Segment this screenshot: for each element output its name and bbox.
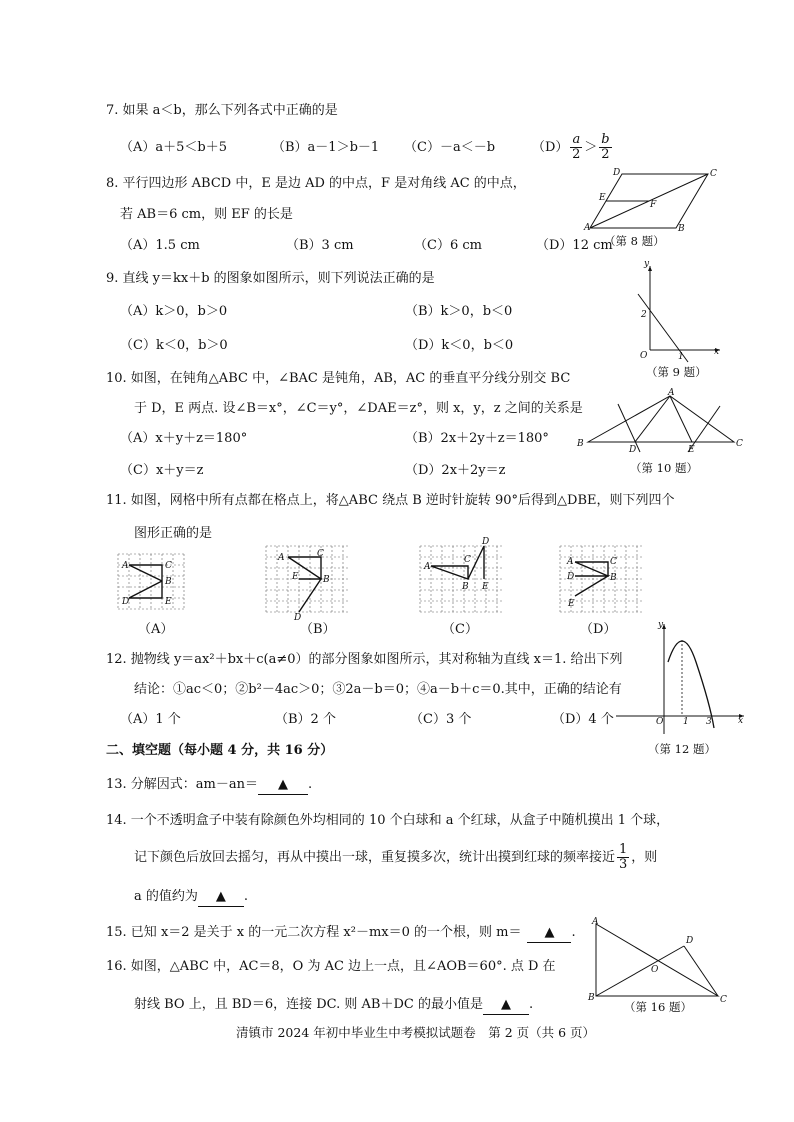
q10-option-c[interactable]: （C）x＋y＝z	[120, 463, 204, 478]
q10-stem-line2: 于 D，E 两点. 设∠B＝x°，∠C＝y°，∠DAE＝z°，则 x，y，z 之间的关系是	[134, 401, 583, 416]
q12-option-d[interactable]: （D）4 个	[552, 712, 614, 727]
q11a-label-e: E	[165, 597, 172, 607]
q11b-label-c: C	[317, 549, 324, 559]
q16-label-a: A	[592, 917, 599, 927]
q11a-label-d: D	[122, 597, 130, 607]
q9-figure-line-graph	[624, 258, 724, 378]
q10-label-d: D	[629, 445, 637, 455]
q7-option-d-label: （D）	[532, 140, 569, 155]
q12-label-y: y	[658, 620, 664, 630]
q9-caption: （第 9 题）	[646, 365, 707, 379]
q15-tail: .	[571, 925, 576, 940]
q16-stem-line2	[134, 996, 533, 1015]
q7-fraction-b-over-2: $\frac{b}{2}$	[601, 132, 610, 162]
q9-label-1: 1	[678, 352, 684, 362]
q12-caption: （第 12 题）	[648, 742, 716, 756]
q11a-label-b: B	[165, 577, 172, 587]
q14-answer-blank[interactable]: ▲	[198, 888, 244, 907]
q10-label-a: A	[668, 388, 675, 398]
q8-option-a[interactable]: （A）1.5 cm	[120, 238, 200, 253]
q11d-label-b: B	[610, 573, 617, 583]
q16-stem-text: 射线 BO 上，且 BD＝6，连接 DC. 则 AB＋DC 的最小值是	[134, 997, 483, 1012]
q11-option-a[interactable]: （A）	[138, 622, 174, 637]
q11d-label-d: D	[567, 572, 575, 582]
q11-option-d[interactable]: （D）	[580, 622, 617, 637]
q11-figure-c	[416, 536, 508, 620]
q9-label-y: y	[644, 259, 650, 269]
q16-label-o: O	[651, 965, 659, 975]
q16-figure-triangle	[584, 914, 734, 1022]
q8-label-b: B	[678, 224, 685, 234]
q16-label-d: D	[686, 936, 694, 946]
q12-figure-parabola	[612, 616, 752, 756]
q13	[106, 776, 312, 795]
q11b-label-b: B	[323, 575, 330, 585]
q11a-label-c: C	[165, 561, 172, 571]
q14-tail: .	[243, 889, 249, 904]
q8-option-c[interactable]: （C）6 cm	[414, 238, 482, 253]
q11-stem-line1: 11. 如图，网格中所有点都在格点上，将△ABC 绕点 B 逆时针旋转 90°后得到△DBE，则下列四个	[106, 493, 675, 508]
q11-figure-d	[556, 542, 648, 620]
q7-option-b[interactable]: （B）a－1＞b－1	[272, 140, 380, 155]
q7-option-d[interactable]	[532, 130, 614, 166]
q9-stem: 9. 直线 y＝kx＋b 的图象如图所示，则下列说法正确的是	[106, 271, 435, 286]
q9-option-b[interactable]: （B）k＞0，b＜0	[405, 304, 513, 319]
q16-answer-blank[interactable]: ▲	[483, 996, 529, 1015]
q8-option-d[interactable]: （D）12 cm	[536, 238, 613, 253]
q14-stem-line2	[134, 840, 657, 876]
q12-option-a[interactable]: （A）1 个	[120, 712, 181, 727]
q13-tail: .	[308, 777, 313, 792]
q8-figure-parallelogram	[580, 164, 720, 254]
q14-stem-line3	[134, 888, 248, 907]
q12-option-b[interactable]: （B）2 个	[275, 712, 336, 727]
q16-stem-line1: 16. 如图，△ABC 中，AC＝8，O 为 AC 边上一点，且∠AOB＝60°. 点 D 在	[106, 959, 556, 974]
q11-option-c[interactable]: （C）	[442, 622, 478, 637]
q13-stem: 13. 分解因式：am－an＝	[106, 777, 259, 792]
q10-option-a[interactable]: （A）x＋y＋z＝180°	[120, 431, 248, 446]
q12-stem-line1: 12. 抛物线 y＝ax²＋bx＋c(a≠0）的部分图象如图所示，其对称轴为直线 x＝1. 给出下列	[106, 652, 623, 667]
q11c-label-c: C	[464, 555, 471, 565]
q12-stem-line2: 结论：①ac＜0；②b²－4ac＞0；③2a－b＝0；④a－b＋c＝0.其中，正确的结论有	[134, 682, 622, 697]
q7-option-a[interactable]: （A）a＋5＜b＋5	[120, 140, 228, 155]
q14-stem-text: 记下颜色后放回去摇匀，再从中摸出一球，重复摸多次，统计出摸到红球的频率接近	[134, 850, 616, 865]
q9-option-d[interactable]: （D）k＜0，b＜0	[405, 338, 514, 353]
q11c-label-a: A	[424, 562, 431, 572]
q12-label-1: 1	[683, 717, 689, 727]
q8-label-c: C	[710, 169, 717, 179]
q9-option-a[interactable]: （A）k＞0，b＞0	[120, 304, 228, 319]
q14-stem-tail: ，则	[631, 850, 658, 865]
q8-label-e: E	[599, 193, 606, 203]
q10-figure-triangle	[576, 386, 748, 478]
q16-label-b: B	[588, 993, 595, 1003]
q13-answer-blank[interactable]: ▲	[258, 776, 308, 795]
q11-stem-line2: 图形正确的是	[134, 526, 213, 541]
q11b-label-d: D	[294, 613, 302, 623]
q15	[106, 924, 576, 943]
q7-gt-sign: ＞	[584, 140, 598, 155]
q8-label-f: F	[650, 200, 657, 210]
q12-label-o: O	[656, 717, 664, 727]
q8-label-d: D	[613, 168, 621, 178]
q9-label-o: O	[640, 351, 648, 361]
q11c-label-d: D	[482, 537, 490, 547]
q14-stem-line1: 14. 一个不透明盒子中装有除颜色外均相同的 10 个白球和 a 个红球，从盒子中随机摸出 1 个球，	[106, 813, 670, 828]
section-fill-in-heading: 二、填空题（每小题 4 分，共 16 分）	[106, 743, 334, 758]
q9-option-c[interactable]: （C）k＜0，b＞0	[120, 338, 228, 353]
q10-label-e: E	[688, 445, 695, 455]
q16-label-c: C	[720, 995, 727, 1005]
q10-stem-line1: 10. 如图，在钝角△ABC 中，∠BAC 是钝角，AB，AC 的垂直平分线分别交 BC	[106, 371, 571, 386]
q16-caption: （第 16 题）	[624, 1000, 692, 1014]
q11-figure-a	[114, 550, 190, 614]
q9-label-2: 2	[641, 310, 647, 320]
q12-option-c[interactable]: （C）3 个	[410, 712, 472, 727]
q10-label-c: C	[736, 439, 743, 449]
q10-caption: （第 10 题）	[630, 461, 698, 475]
page-footer: 清镇市 2024 年初中毕业生中考模拟试题卷 第 2 页（共 6 页）	[236, 1025, 596, 1040]
q11b-label-e: E	[292, 572, 299, 582]
q10-option-b[interactable]: （B）2x＋2y＋z＝180°	[405, 431, 549, 446]
q11d-label-c: C	[610, 557, 617, 567]
q14-stem3-text: a 的值约为	[134, 889, 198, 904]
q12-label-x: x	[738, 716, 744, 726]
q11b-label-a: A	[278, 553, 285, 563]
q11c-label-e: E	[482, 582, 489, 592]
q15-answer-blank[interactable]: ▲	[527, 924, 571, 943]
q11-option-b[interactable]: （B）	[300, 622, 336, 637]
q10-label-b: B	[577, 439, 584, 449]
q11d-label-e: E	[568, 599, 575, 609]
q7-option-c[interactable]: （C）－a＜－b	[404, 140, 496, 155]
q7-fraction-a-over-2: $\frac{a}{2}$	[572, 132, 581, 162]
q7-stem: 7. 如果 a＜b，那么下列各式中正确的是	[106, 103, 338, 118]
q11c-label-b: B	[462, 582, 469, 592]
q8-label-a: A	[584, 223, 591, 233]
q15-stem: 15. 已知 x＝2 是关于 x 的一元二次方程 x²－mx＝0 的一个根，则 m＝	[106, 925, 522, 940]
q8-stem-line2: 若 AB＝6 cm，则 EF 的长是	[120, 207, 293, 222]
q11-figure-b	[262, 542, 354, 623]
q9-label-x: x	[714, 347, 720, 357]
q16-tail: .	[528, 997, 534, 1012]
q10-option-d[interactable]: （D）2x＋2y＝z	[405, 463, 506, 478]
q11d-label-a: A	[567, 557, 574, 567]
q14-fraction-one-third: $\frac{1}{3}$	[619, 842, 628, 872]
q11a-label-a: A	[122, 561, 129, 571]
q8-stem-line1: 8. 平行四边形 ABCD 中，E 是边 AD 的中点，F 是对角线 AC 的中点，	[106, 176, 526, 191]
q8-option-b[interactable]: （B）3 cm	[286, 238, 354, 253]
q12-label-3: 3	[706, 717, 712, 727]
q8-caption: （第 8 题）	[604, 234, 665, 248]
